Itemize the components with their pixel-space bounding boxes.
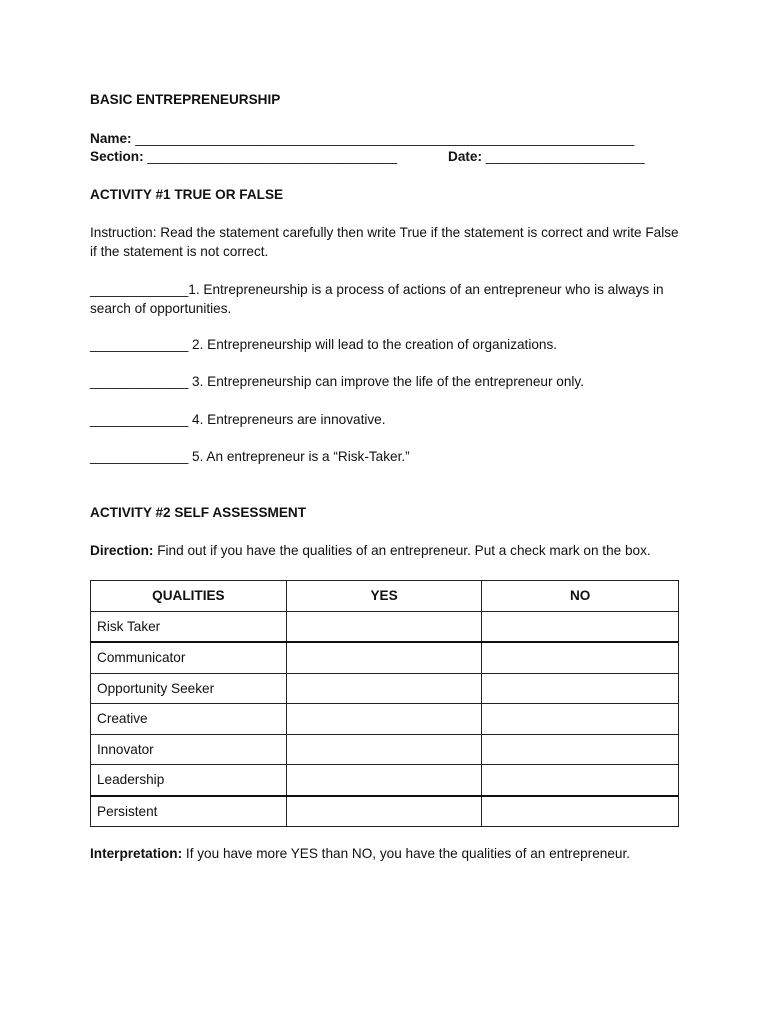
no-checkbox-cell[interactable] bbox=[482, 611, 679, 642]
activity1-heading: ACTIVITY #1 TRUE OR FALSE bbox=[90, 187, 284, 202]
activity1-instruction: Instruction: Read the statement carefully then write True if the statement is correct and write False if the statement is not correct. bbox=[90, 225, 679, 259]
quality-label: Innovator bbox=[91, 734, 287, 765]
table-row bbox=[91, 673, 679, 704]
header-qualities: QUALITIES bbox=[91, 581, 287, 612]
yes-checkbox-cell[interactable] bbox=[286, 611, 482, 642]
quality-label: Creative bbox=[91, 704, 287, 735]
name-field bbox=[90, 130, 634, 148]
table-row bbox=[91, 796, 679, 827]
table-row bbox=[91, 765, 679, 796]
yes-checkbox-cell[interactable] bbox=[286, 673, 482, 704]
header-no: NO bbox=[482, 581, 679, 612]
yes-checkbox-cell[interactable] bbox=[286, 765, 482, 796]
yes-checkbox-cell[interactable] bbox=[286, 796, 482, 827]
quality-label: Opportunity Seeker bbox=[91, 673, 287, 704]
table-row bbox=[91, 611, 679, 642]
qualities-table bbox=[90, 580, 679, 827]
no-checkbox-cell[interactable] bbox=[482, 765, 679, 796]
tf-item-2: _____________ 2. Entrepreneurship will lead to the creation of organizations. bbox=[90, 337, 558, 352]
tf-item-1: _____________1. Entrepreneurship is a process of actions of an entrepreneur who is always in search of opportunities. bbox=[90, 282, 664, 316]
quality-label: Communicator bbox=[91, 642, 287, 673]
no-checkbox-cell[interactable] bbox=[482, 642, 679, 673]
section-label: Section: bbox=[90, 149, 144, 164]
no-checkbox-cell[interactable] bbox=[482, 673, 679, 704]
tf-item-5: _____________ 5. An entrepreneur is a “Risk-Taker.” bbox=[90, 449, 410, 464]
date-label: Date: bbox=[448, 149, 482, 164]
no-checkbox-cell[interactable] bbox=[482, 734, 679, 765]
direction-text: Find out if you have the qualities of an entrepreneur. Put a check mark on the box. bbox=[153, 543, 651, 558]
table-row bbox=[91, 704, 679, 735]
table-row bbox=[91, 734, 679, 765]
activity2-heading: ACTIVITY #2 SELF ASSESSMENT bbox=[90, 505, 307, 520]
yes-checkbox-cell[interactable] bbox=[286, 704, 482, 735]
table-row bbox=[91, 642, 679, 673]
interpretation bbox=[90, 845, 630, 863]
date-blank[interactable]: _____________________ bbox=[485, 149, 645, 164]
no-checkbox-cell[interactable] bbox=[482, 704, 679, 735]
date-field bbox=[448, 148, 645, 166]
yes-checkbox-cell[interactable] bbox=[286, 734, 482, 765]
quality-label: Leadership bbox=[91, 765, 287, 796]
interpretation-label: Interpretation: bbox=[90, 846, 183, 861]
quality-label: Risk Taker bbox=[91, 611, 287, 642]
interpretation-text: If you have more YES than NO, you have the qualities of an entrepreneur. bbox=[182, 846, 631, 861]
tf-item-4: _____________ 4. Entrepreneurs are innovative. bbox=[90, 412, 386, 427]
quality-label: Persistent bbox=[91, 796, 287, 827]
header-yes: YES bbox=[286, 581, 482, 612]
table-header-row bbox=[91, 581, 679, 612]
section-blank[interactable]: _________________________________ bbox=[147, 149, 397, 164]
direction-label: Direction: bbox=[90, 543, 154, 558]
tf-item-3: _____________ 3. Entrepreneurship can improve the life of the entrepreneur only. bbox=[90, 374, 584, 389]
no-checkbox-cell[interactable] bbox=[482, 796, 679, 827]
name-blank[interactable]: __________________________________________________________________ bbox=[135, 131, 635, 146]
section-field bbox=[90, 148, 397, 166]
name-label: Name: bbox=[90, 131, 132, 146]
yes-checkbox-cell[interactable] bbox=[286, 642, 482, 673]
document-title: BASIC ENTREPRENEURSHIP bbox=[90, 92, 281, 107]
activity2-direction bbox=[90, 542, 651, 560]
